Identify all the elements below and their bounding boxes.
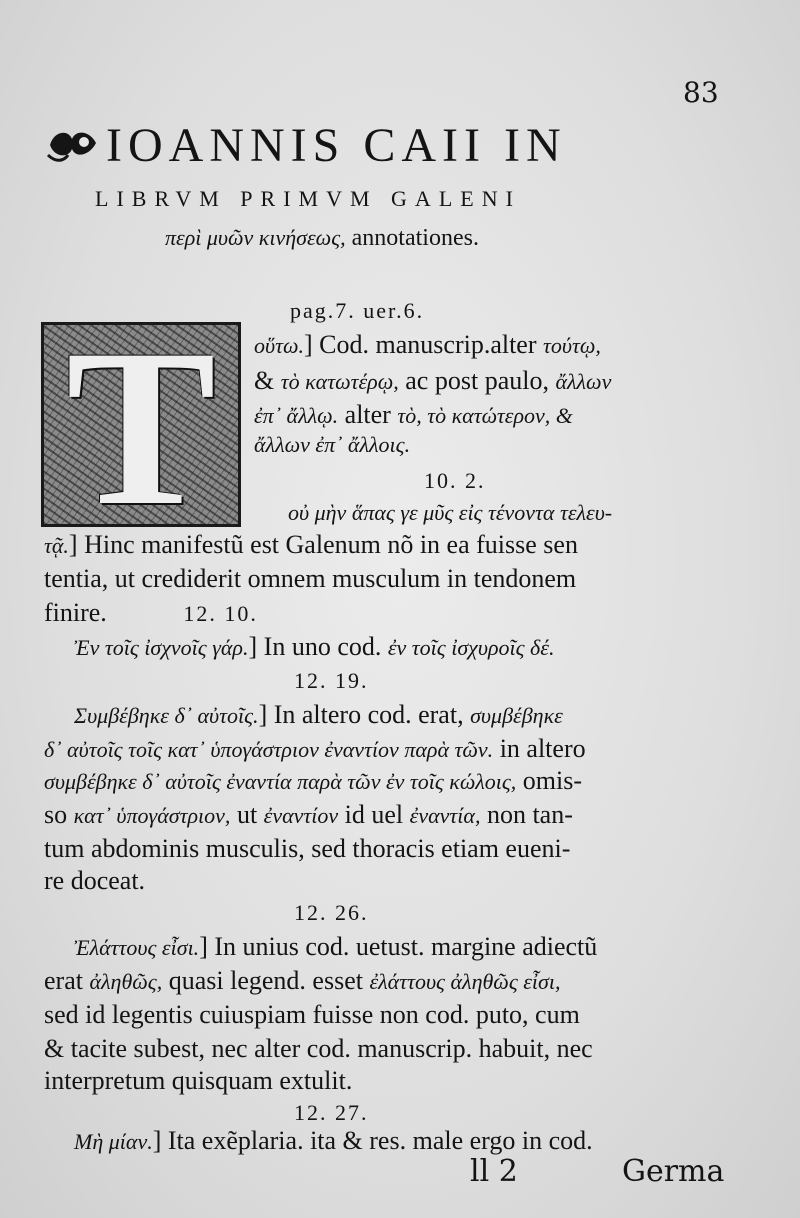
entry-5-line-2	[44, 966, 561, 996]
entry-5-line-3: sed id legentis cuiuspiam fuisse non cod. puto, cum	[44, 1000, 580, 1029]
note-text: finire.	[44, 598, 107, 627]
fleuron-ornament-icon	[46, 122, 100, 177]
subtitle: LIBRVM PRIMVM GALENI	[95, 186, 521, 211]
variant-greek: ἐν τοῖς ἰσχυροῖς δέ.	[387, 635, 555, 660]
variant-greek: συμβέβηκε	[470, 703, 563, 728]
variant-greek: ἐλάττους ἀληθῶς εἶσι,	[369, 969, 561, 994]
lemma-greek: Συμβέβηκε δ᾽ αὐτοῖς.	[74, 703, 259, 728]
entry-2-line-1: οὐ μὴν ἅπας γε μῦς εἰς τένοντα τελευ-	[288, 500, 613, 525]
entry-1-reference: pag.7. uer.6.	[290, 298, 425, 323]
entry-6-reference: 12. 27.	[294, 1100, 369, 1125]
lemma-greek: Μὴ μίαν.	[74, 1129, 153, 1154]
note-text: ] Cod. manuscrip.alter	[304, 330, 537, 359]
note-text: omis-	[522, 766, 583, 795]
variant-greek: δ᾽ αὐτοῖς τοῖς κατ᾽ ὑπογάστριον ἐναντίον παρὰ τῶν.	[44, 737, 494, 762]
entry-5-reference: 12. 26.	[294, 900, 369, 925]
entry-3-reference: 12. 10.	[183, 601, 258, 626]
entry-2-line-4	[44, 598, 258, 628]
note-text: ac post paulo,	[405, 366, 549, 395]
variant-greek: ἐπ᾽ ἄλλῳ.	[254, 403, 339, 428]
variant-greek: ἐναντία,	[409, 803, 481, 828]
catchword: Germa	[622, 1154, 725, 1189]
entry-4-line-2	[44, 734, 586, 764]
greek-heading	[165, 225, 479, 252]
entry-4-line-5: tum abdominis musculis, sed thoracis etiam eueni-	[44, 834, 571, 863]
variant-greek: κατ᾽ ὑπογάστριον,	[73, 803, 231, 828]
entry-6-line-1	[74, 1126, 593, 1156]
note-text: ] In altero cod. erat,	[258, 700, 464, 729]
note-text: ] Hinc manifestũ est Galenum nõ in ea fuisse sen	[68, 530, 578, 559]
note-text: &	[254, 366, 275, 395]
lemma-greek: Ἐν τοῖς ἰσχνοῖς γάρ.	[74, 635, 249, 660]
entry-4-line-3	[44, 766, 582, 796]
variant-greek: συμβέβηκε δ᾽ αὐτοῖς ἐναντία παρὰ τῶν ἐν τοῖς κώλοις,	[44, 769, 517, 794]
entry-2-reference: 10. 2.	[424, 468, 486, 493]
entry-1-line-1	[254, 330, 601, 360]
greek-heading-greek: περὶ μυῶν κινήσεως,	[165, 225, 346, 250]
title-text: IOANNIS CAII IN	[106, 119, 567, 172]
entry-4-line-6: re doceat.	[44, 866, 146, 895]
note-text: so	[44, 800, 68, 829]
note-text: quasi legend. esset	[168, 966, 363, 995]
note-text: ut	[236, 800, 258, 829]
note-text: erat	[44, 966, 83, 995]
variant-greek: τὸ κατωτέρῳ,	[280, 369, 399, 394]
entry-1-line-2	[254, 366, 611, 396]
entry-5-line-1	[74, 932, 597, 962]
entry-4-reference: 12. 19.	[294, 668, 369, 693]
lemma-greek: Ἐλάττους εἶσι.	[74, 935, 200, 960]
variant-greek: ἐναντίον	[263, 803, 339, 828]
variant-greek: τούτῳ,	[543, 333, 601, 358]
note-text: ] In uno cod.	[248, 632, 382, 661]
entry-1-line-4: ἄλλων ἐπ᾽ ἄλλοις.	[254, 432, 411, 457]
variant-greek: ἀληθῶς,	[89, 969, 163, 994]
page-title	[46, 118, 567, 177]
folio-number: 83	[683, 76, 719, 109]
entry-4-line-1	[74, 700, 563, 730]
note-text: alter	[344, 400, 391, 429]
note-text: ] In unius cod. uetust. margine adiectũ	[199, 932, 598, 961]
entry-5-line-5: interpretum quisquam extulit.	[44, 1066, 353, 1095]
entry-3-line-1	[74, 632, 554, 662]
note-text: in altero	[499, 734, 586, 763]
lemma-greek: τᾷ.	[44, 533, 69, 558]
note-text: ] Ita exẽplaria. ita & res. male ergo in cod.	[152, 1126, 593, 1155]
entry-2-line-2	[44, 530, 578, 560]
variant-greek: ἄλλων	[555, 369, 612, 394]
lemma-greek: οὕτω.	[254, 333, 305, 358]
variant-greek: τὸ, τὸ κατώτερον, &	[397, 403, 573, 428]
signature-mark: ll 2	[470, 1154, 518, 1189]
entry-1-line-3	[254, 400, 573, 430]
entry-2-line-3: tentia, ut crediderit omnem musculum in tendonem	[44, 564, 577, 593]
initial-letter: T	[65, 302, 217, 552]
entry-4-line-4	[44, 800, 573, 830]
note-text: non tan-	[486, 800, 573, 829]
greek-heading-latin: annotationes.	[351, 225, 479, 251]
entry-5-line-4: & tacite subest, nec alter cod. manuscrip. habuit, nec	[44, 1034, 593, 1063]
note-text: id uel	[344, 800, 404, 829]
